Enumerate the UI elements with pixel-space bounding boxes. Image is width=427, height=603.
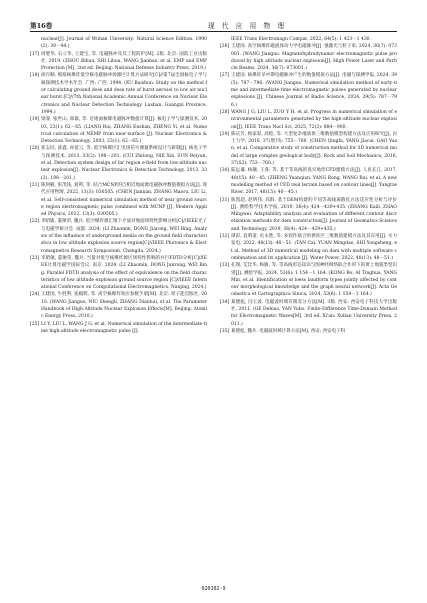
reference-item [30,51,207,73]
reference-text: 谭彩, 袁明道, 史永胜, 等. 多软件联合的供库区三维数值建模方法及其应用[J]. 水力发电, 2022, 48(13): 48－51. (TAN Cai, YUAN Mingdao, SHI Yongsheng, et al. Method of 3D numerical modeling on dam with multiple software combination and its application [J]. Water Power, 2022, 48(13): 48－51.) [231,234,397,261]
reference-item [30,116,207,145]
reference-continuation: nuclear[J]. Journal of Wuhan University: Natural Science Edition. 1990(2): 39－44.) [41,37,207,50]
left-column [30,36,207,335]
reference-number: [28] [220,109,230,115]
reference-item [220,72,397,108]
reference-number: [18] [30,73,40,79]
header-rule [30,31,397,32]
reference-text: 李昭敏, 董俊荣, 魏兵. 低空爆炸源汇地下介质对地面场特性影响分析[C]//IEEE光子与电磁学研讨会. 成都, 2024. (LI Zhaomin, DONG Jiarong, WEI Bing. Analysis of the influence of underground media on the ground field characteristics in low altitude explosion source region[C]//IEEE Photonics & Electromagnetics Research Symposium. Chengdu, 2024.) [41,219,207,254]
reference-number: [17] [30,51,40,57]
page-number: 020102-9 [201,586,226,592]
reference-number: [33] [220,263,230,269]
reference-text: 孔翔, 艾廷华, 杨敏, 等. 等高线形态知识与图神经网络联合作用下的黄土地貌类型识别[J]. 测绘学报, 2024, 53(6): 1 154－1 164. (KONG Bo, AI Tinghua, YANG Min, et al. Identification of loess landform types jointly affected by contour morphological knowledge and the graph neural network[J]. Acta Geodaetica et Cartographica Sinica, 2024, 53(6): 1 154－1 164.) [231,263,397,298]
reference-list [30,51,207,336]
reference-item [220,131,397,167]
reference-item [30,218,207,254]
reference-text: 周璧华, 石立华, 王建宝, 等. 电磁脉冲及其工程防护[M]. 2版. 北京: 国防工业出版社, 2019. (ZHOU Bihua, SHI Lihua, WANG Jianbao, et al. EMP and EMP Protection [M]. 2nd ed. Beijing: National Defense Industry Press, 2019.) [41,51,207,72]
reference-item [220,167,397,196]
reference-number: [26] [220,44,230,50]
journal-title: 现 代 应 用 物 理 [208,22,287,30]
volume-label: 第16卷 [30,22,53,30]
reference-number: [23] [30,255,40,261]
reference-text: 陈剑楠, 张茂钱, 刘利, 等. 结合MCNP的自相近地面源电磁脉冲数值模拟方法[J]. 现代应用物理, 2022, 13(3): 030505. (CHEN Jiannan, ZHANG Maoru, LIU Li, et al. Self-consistent numerical simulation method of near ground source region electromagnetic pulse combined with MCNP [J]. Modern Applied Physics, 2022, 13(3): 030505.) [41,182,207,218]
reference-item [220,262,397,298]
reference-item [30,291,207,320]
reference-number: [29] [220,131,230,137]
reference-text: 王建国, 牛胜利, 张殿辉, 等. 高空核爆炸效应参数手册[M]. 北京: 原子能出版社, 2010. (WANG Jianguo, NIU Shengli, ZHANG Dianhui, et al. The Parameter Handbook of High-Altitude Nuclear Explosion Effects[M]. Beijing: Atomic Energy Press, 2010.) [41,292,207,320]
reference-item [220,43,397,72]
reference-list [220,43,397,335]
reference-text: 崔志同, 聂鑫, 孙蓓云, 等. 低空核爆区汇电场信号测量系统设计与研制[J]. 核电子学与探测技术, 2013, 33(2): 198－201. (CUI Zhitong, NIE Xin, SUN Beiyun, et al. Detection system design of far region e-field from low-altitude nuclear explosion[J]. Nuclear Electronics & Detection Technology, 2013, 33(2): 198－201.) [41,146,207,181]
reference-item [220,109,397,131]
reference-item [220,328,397,335]
running-header [30,20,397,30]
reference-text: 王建国. 高空核爆炸磁流体动力学电磁脉冲[J]. 强激光与粒子束, 2024, 36(7): 073001. (WANG Jianguo. Magnetohydrodynamic electromagnetic pulse produced by high altitude nuclear explosion[J]. High Power Laser and Particle Beams, 2024, 36(7): 073001.) [231,44,397,72]
reference-text: 陈凯超, 赵明伟, 高阳. 基于DEM构建的不同等高线离散化方法适应性分析与评价[J]. 测绘科学技术学报, 2019, 36(4): 424－429+435. (ZHANG Kaili, ZHAO Mingwei. Adaptability analysis and evaluation of different contour discretization methods for dem construction[J]. Journal of Geomatics Science and Technology, 2019, 36(4): 424－429+435.) [231,197,397,232]
reference-text: 陈庆芳, 杨家彩, 高绘, 等. 大型复杂地质体三维数值模型构建方法及应用研究[J]. 岩土力学, 2016, 37(增刊): 755－760. (CHEN Qingfa, YANG Jiacai, GAO Yuan, et al. Comparative study of construction method for 3D numerical model of large complex geological body[J]. Rock and Soil Mechanics, 2016, 37(S2): 753－760.) [231,131,397,167]
reference-number: [24] [30,292,40,298]
reference-item [30,182,207,218]
reference-text: 陆远谦, 杨灏, 王睿, 等. 基于等高线的真实地形CFD建模方法[J]. 人民长江, 2017, 48(15): 40－45. (ZHENG Yuanqian, YANG Rong, WANG Rui, et al. A new modelling method of CFD real terrain based on contour lines[J]. Yangtze River, 2017, 48(15): 40－45.) [231,168,397,196]
reference-item [30,145,207,181]
reference-number: [31] [220,197,230,203]
reference-text: 李昭敏, 董俊荣, 魏兵. 当量对低空核爆炸源区场特性影响的并行FDTD分析[C]//IEEE计算电磁学国际会议. 南京, 2024. (LI Zhaomin, DONG Junrong, WEI Bing. Parallel FDTD analysis of the effect of equivalence on the field characteristics of low altitude explosion ground source region [C]//IEEE International Conference on Computational Electromagnetics. Nanjing, 2024.) [41,255,207,291]
reference-item [30,321,207,336]
reference-number: [25] [30,321,40,327]
reference-item [30,72,207,116]
reference-number: [35] [220,328,230,334]
right-column [220,36,397,335]
reference-number: [32] [220,234,230,240]
reference-item [30,255,207,291]
reference-text: 葛德彪, 魏兵. 电磁波时域计算方法[M]. 西安: 西安电子科 [231,328,346,334]
reference-number: [20] [30,146,40,152]
reference-text: 梁睿, 张世山, 郑毅, 等. 近地面核爆电磁脉冲数值计算[J]. 核电子学与探测技术, 2003, 23(1): 62－65. (LIANG Rui, ZHANG Enshan, ZHENG Yi, et al. Numerical calculation of NEMP from near-surface [J]. Nuclear Electronics & Detection Technology, 2003, 23(1): 62－65.) [41,117,207,145]
reference-number: [22] [30,219,40,225]
reference-text: 葛德彪, 闫玉波. 电磁波时域有限差分方法[M]. 3版. 西安: 西安电子科技大学出版社, 2011. (GE Debiao, YAN Yubo. Finite-Difference Time-Domain Method for Electromagnetic Waves[M]. 3rd ed. Xi'an: Xidian University Press, 2011.) [231,299,397,327]
reference-text: WANG J G, LIU L, ZUO Y H, et al. Progress in numerical simulation of environmental parameters generated by the high-altitude nuclear explosion[J]. IEEE Trans Nucl Sci, 2025, 72(3): 884－900. [231,109,397,130]
reference-text: 徐百顺. 模拟核爆炸低空核电磁脉冲场源区计算方法研究[C]//第7届全国核电子学与核探测技术学术年会. 广西: 广西, 1994. (XU Baishun. Study on the method for calculating ground dose and dose rate of burst aerosol to low air nuclear burst [C]//7th National Academic Annual Conference on Nuclear Electronics and Nuclear Detection Technology. Lushan, Guangxi Province, 1994.) [41,73,207,115]
reference-number: [21] [30,182,40,188]
reference-text: LI Y, LIU L, WANG J G, et al. Numerical simulation of the intermediate-time high-altitude electromagnetic pulse [J]. [41,321,207,334]
reference-text: 王建国. 核爆炸早中期电磁脉冲产生的数值模拟方法[J]. 电磁与探测学报, 2024, 39(5): 787－796. (WANG Jianguo. Numerical simulation method of early-time and intermediate-time electromagnetic pulses generated by nuclear explosions [J]. Chinese Journal of Radio Science, 2024, 39(5): 787－796.) [231,73,397,108]
reference-number: [34] [220,299,230,305]
reference-item [220,299,397,328]
reference-continuation: IEEE Trans Electromagn Compat, 2022, 64(5): 1 423－1 430. [231,37,371,42]
reference-item [220,233,397,262]
reference-number: [19] [30,117,40,123]
reference-number: [27] [220,73,230,79]
reference-item [220,197,397,233]
reference-number: [30] [220,168,230,174]
